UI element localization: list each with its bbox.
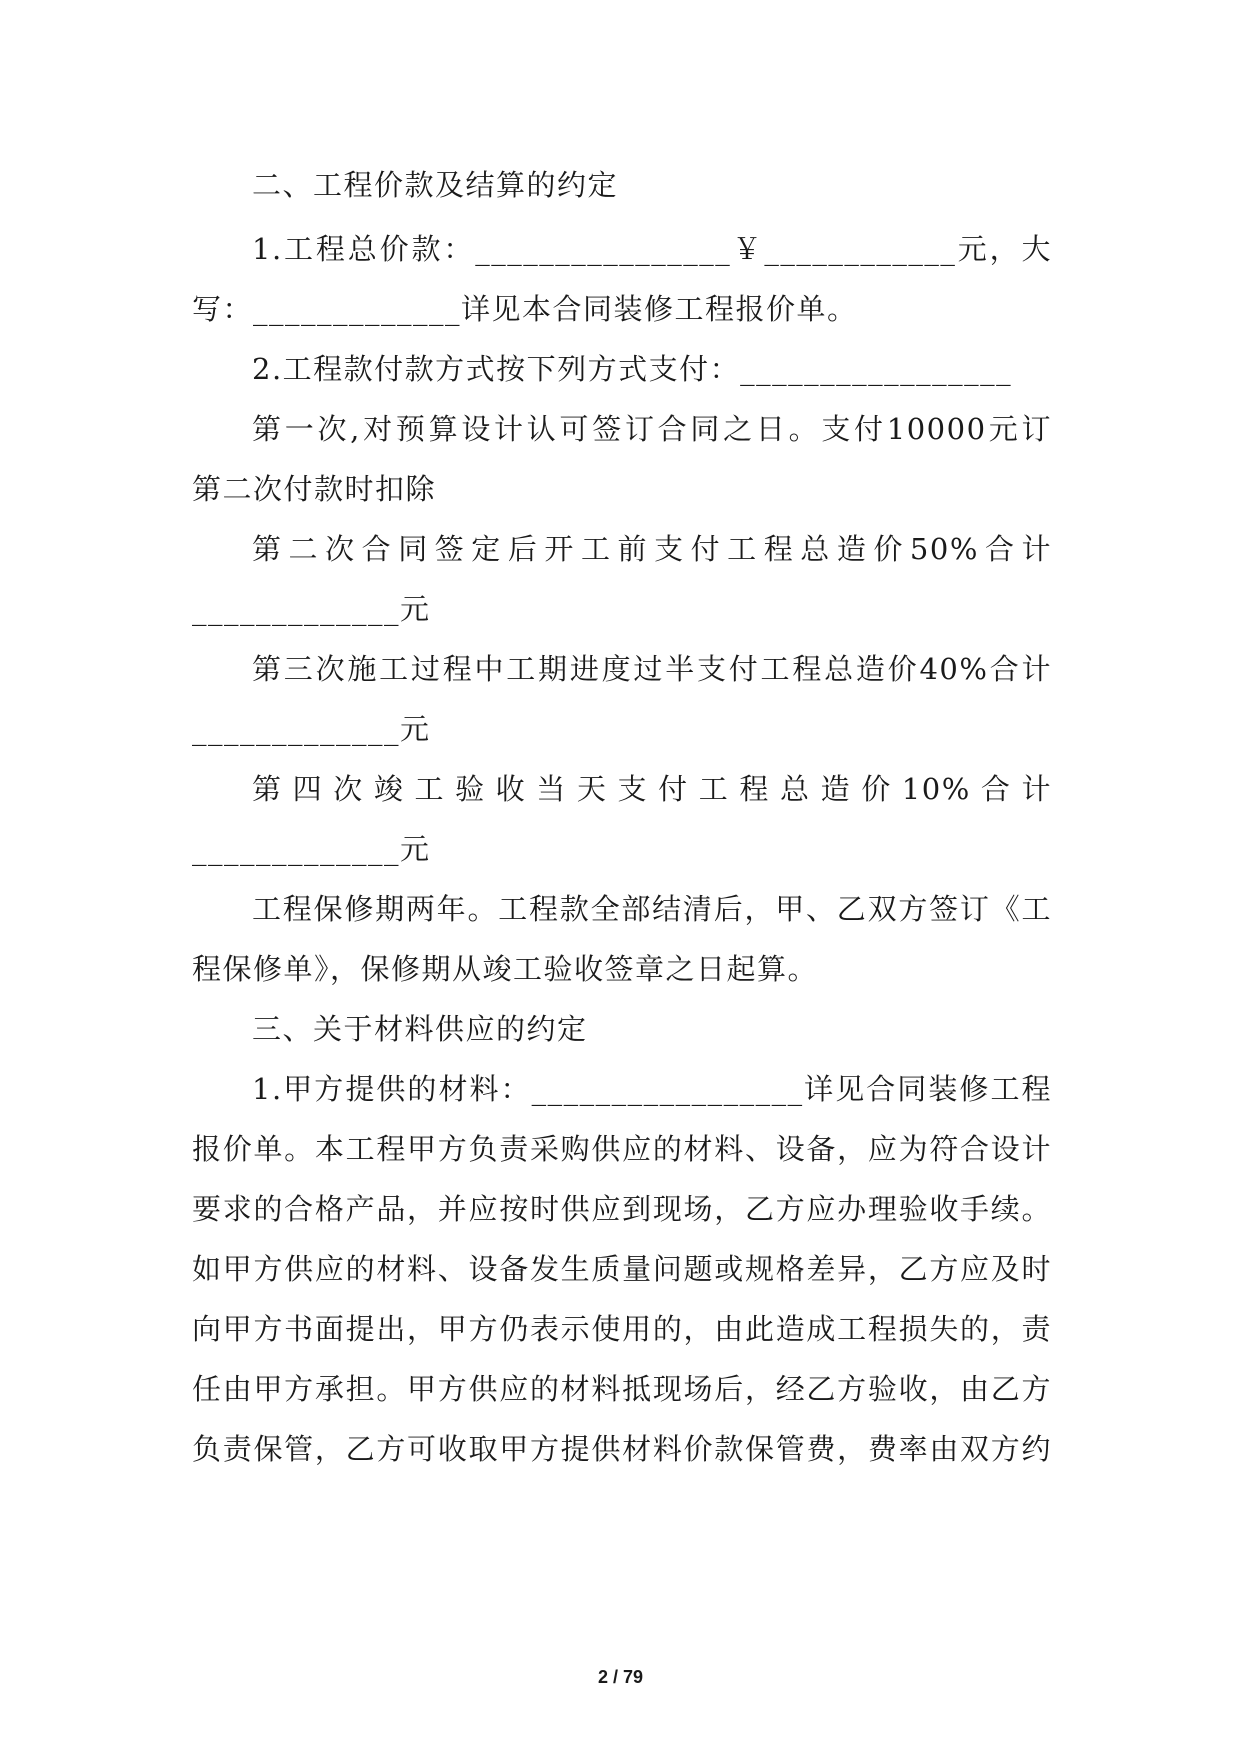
payment-method-line: 2.工程款付款方式按下列方式支付：_________________ — [252, 352, 1013, 386]
warranty-line: 工程保修期两年。工程款全部结清后，甲、乙双方签订《工 — [252, 892, 1052, 926]
materials-line-1: 1.甲方提供的材料：_________________详见合同装修工程 — [252, 1072, 1052, 1106]
fourth-payment-line: 第四次竣工验收当天支付工程总造价10%合计 — [252, 772, 1052, 806]
first-payment-continued: 第二次付款时扣除 — [192, 472, 437, 506]
page-number: 2 / 79 — [597, 1667, 644, 1687]
materials-line-6: 任由甲方承担。甲方供应的材料抵现场后，经乙方验收，由乙方 — [192, 1372, 1052, 1406]
section-heading-pricing: 二、工程价款及结算的约定 — [252, 168, 619, 202]
second-payment-line: 第二次合同签定后开工前支付工程总造价50%合计 — [252, 532, 1052, 566]
section-heading-materials: 三、关于材料供应的约定 — [252, 1012, 588, 1046]
materials-line-5: 向甲方书面提出，甲方仍表示使用的，由此造成工程损失的，责 — [192, 1312, 1052, 1346]
materials-line-4: 如甲方供应的材料、设备发生质量问题或规格差异，乙方应及时 — [192, 1252, 1052, 1286]
third-payment-line: 第三次施工过程中工期进度过半支付工程总造价40%合计 — [252, 652, 1052, 686]
third-payment-amount: _____________元 — [192, 712, 431, 746]
first-payment-line: 第一次,对预算设计认可签订合同之日。支付10000元订 — [252, 412, 1052, 446]
total-price-line: 1.工程总价款：________________￥____________元，大 — [252, 232, 1052, 266]
amount-in-words-line: 写：_____________详见本合同装修工程报价单。 — [192, 292, 858, 326]
materials-line-2: 报价单。本工程甲方负责采购供应的材料、设备，应为符合设计 — [192, 1132, 1052, 1166]
materials-line-7: 负责保管，乙方可收取甲方提供材料价款保管费，费率由双方约 — [192, 1432, 1052, 1466]
fourth-payment-amount: _____________元 — [192, 832, 431, 866]
warranty-line-continued: 程保修单》，保修期从竣工验收签章之日起算。 — [192, 952, 819, 986]
second-payment-amount: _____________元 — [192, 592, 431, 626]
materials-line-3: 要求的合格产品，并应按时供应到现场，乙方应办理验收手续。 — [192, 1192, 1052, 1226]
